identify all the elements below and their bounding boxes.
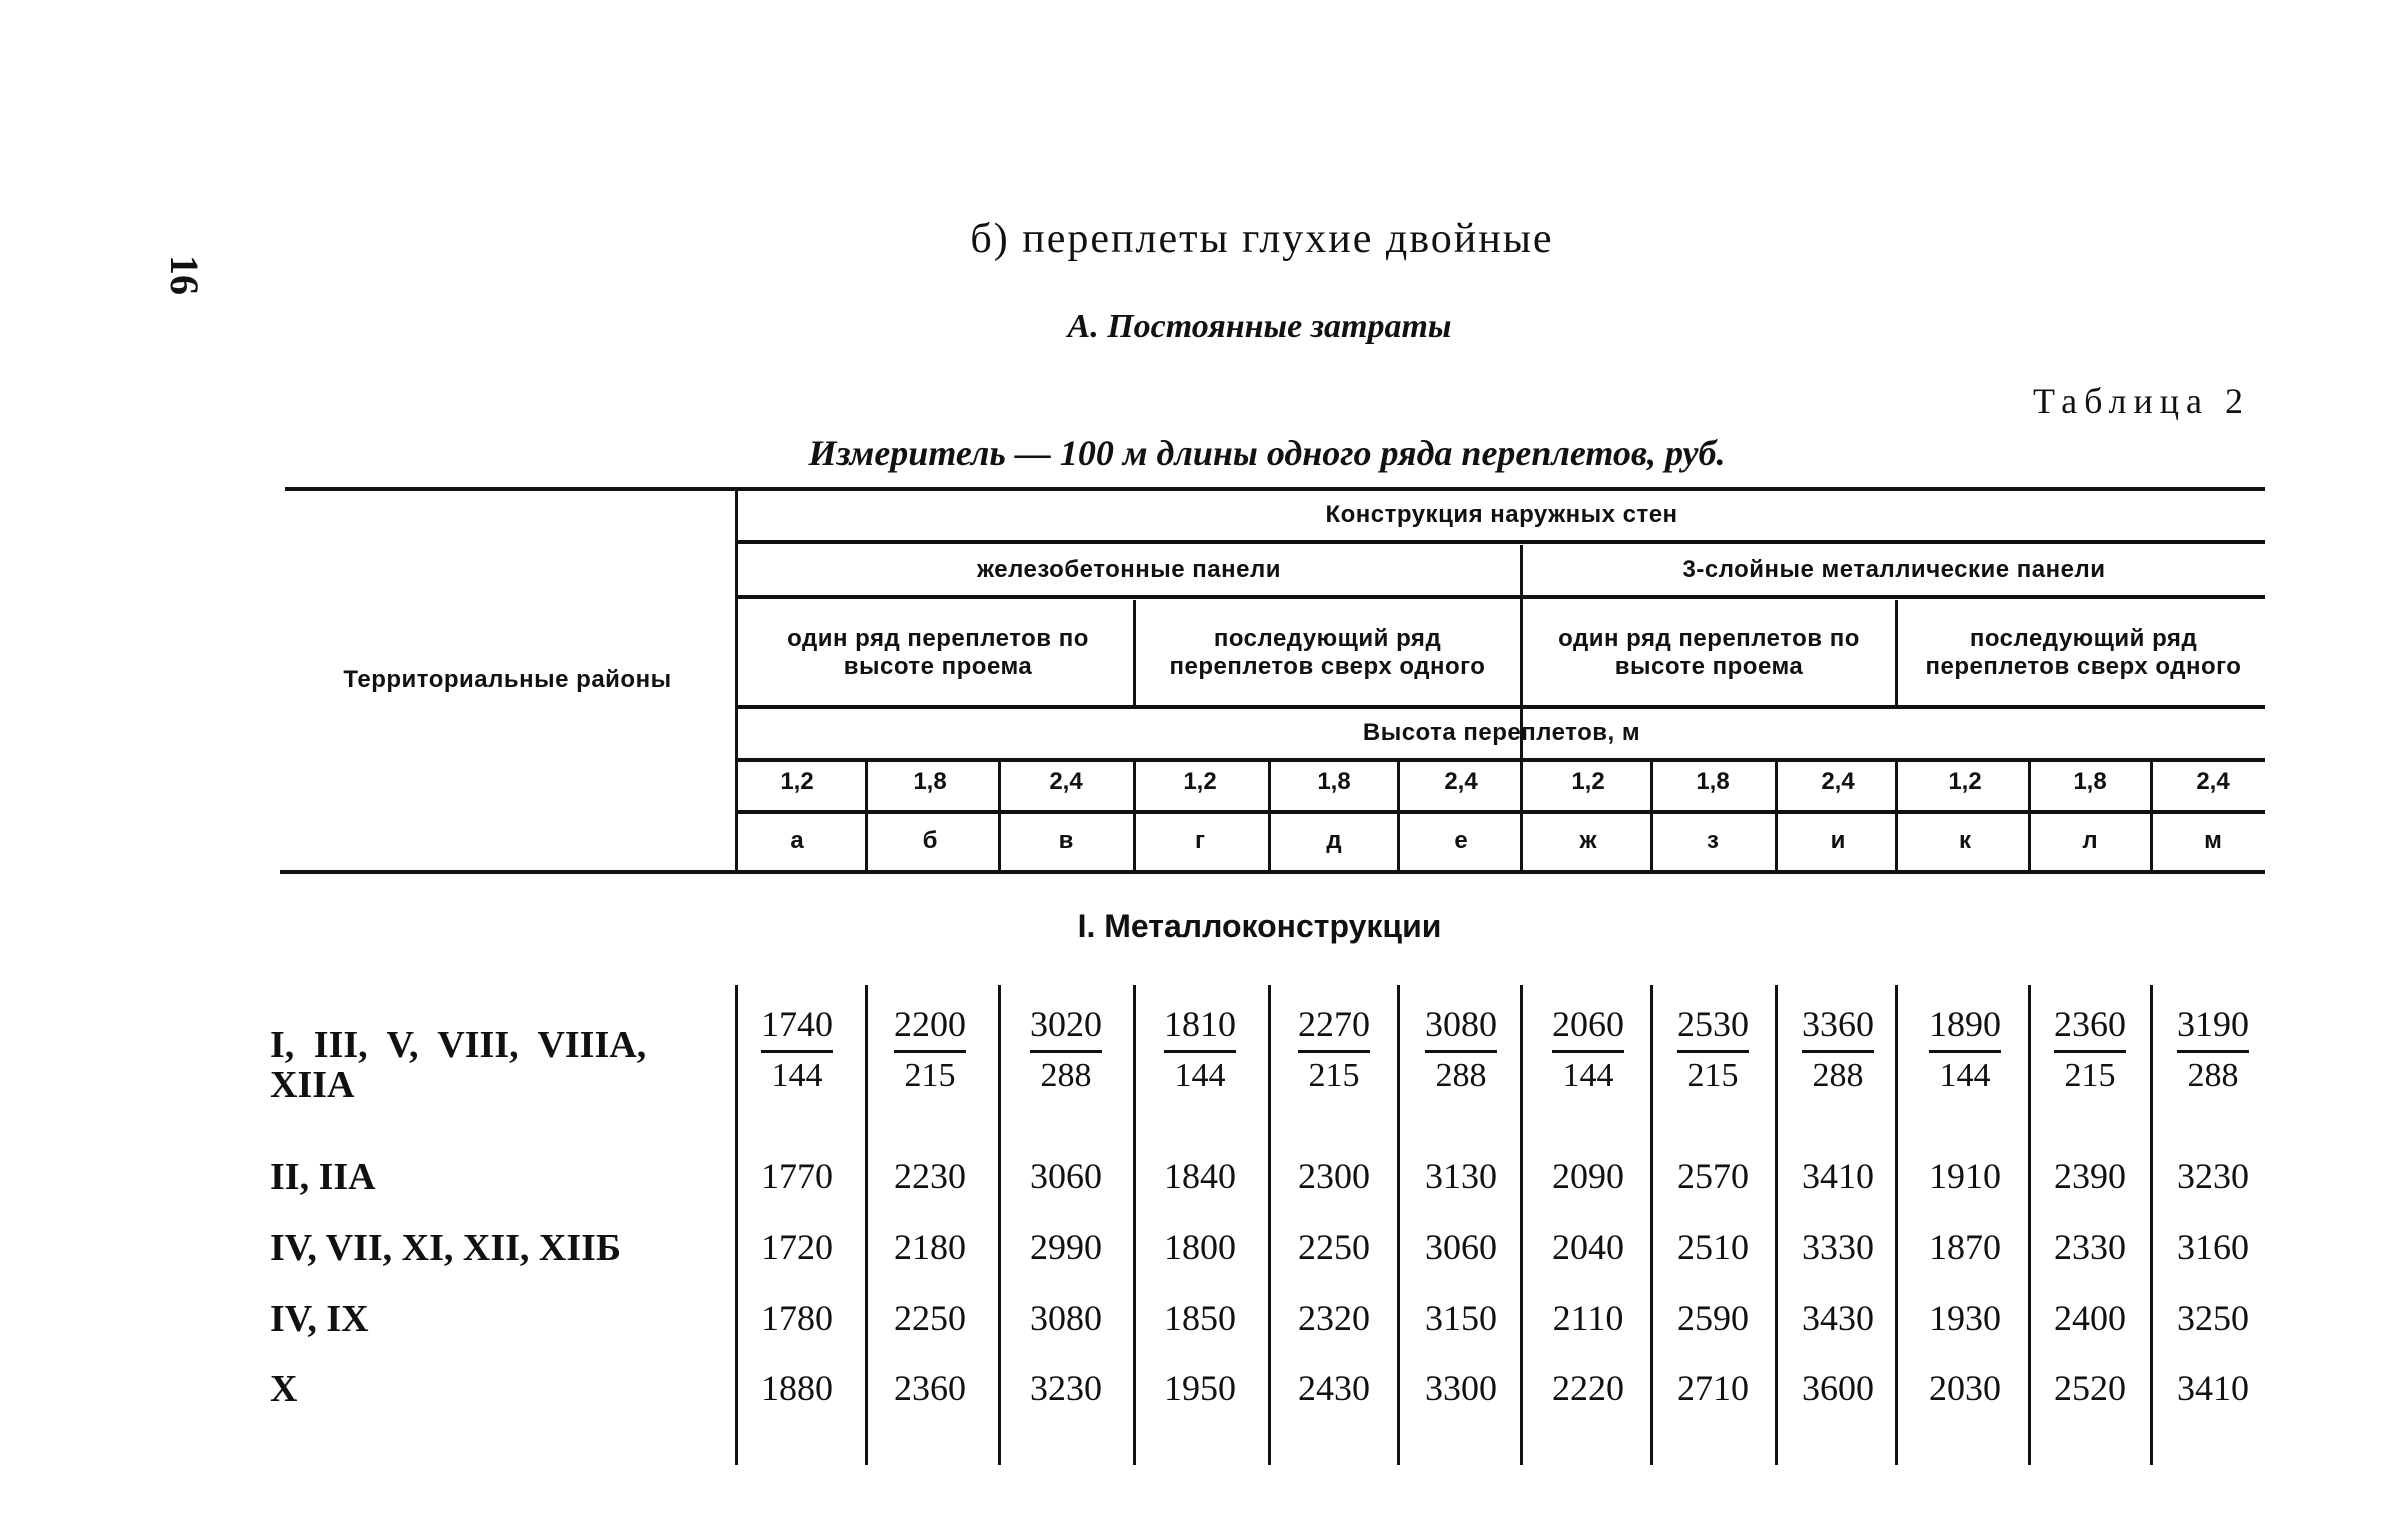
header-bottom-rule <box>280 870 2265 874</box>
cell-denominator: 215 <box>904 1057 956 1094</box>
fraction-bar <box>1164 1050 1236 1053</box>
cell-denominator: 215 <box>1687 1057 1739 1094</box>
cell-value: 3300 <box>1425 1368 1497 1408</box>
column-letter: а <box>790 827 804 854</box>
cell-value: 1910 <box>1929 1156 2001 1196</box>
cell-value: 3360 <box>1802 1004 1874 1044</box>
fraction-bar <box>1298 1050 1370 1053</box>
cell-value: 2220 <box>1552 1368 1624 1408</box>
cell-value: 2330 <box>2054 1227 2126 1267</box>
cell-value: 2520 <box>2054 1368 2126 1408</box>
body-column-divider <box>998 985 1001 1465</box>
cell-value: 3080 <box>1030 1298 1102 1338</box>
cell-value: 2430 <box>1298 1368 1370 1408</box>
group-title: I. Металлоконструкции <box>1077 908 1442 944</box>
cell-denominator: 288 <box>2187 1057 2239 1094</box>
cell-value: 1810 <box>1164 1004 1236 1044</box>
fraction-bar <box>1929 1050 2001 1053</box>
subsection-title: А. Постоянные затраты <box>1067 308 1452 345</box>
cell-denominator: 144 <box>1174 1057 1226 1094</box>
cell-value: 3410 <box>1802 1156 1874 1196</box>
cell-value: 1850 <box>1164 1298 1236 1338</box>
height-label: Высота переплетов, м <box>1362 719 1641 746</box>
column-letter: з <box>1707 827 1719 854</box>
cell-value: 2040 <box>1552 1227 1624 1267</box>
body-column-divider <box>1895 985 1898 1465</box>
cell-value: 1840 <box>1164 1156 1236 1196</box>
cell-value: 3230 <box>2177 1156 2249 1196</box>
cell-value: 2270 <box>1298 1004 1370 1044</box>
fraction-bar <box>894 1050 966 1053</box>
row-label: X <box>270 1368 298 1410</box>
cell-value: 1770 <box>761 1156 833 1196</box>
cell-value: 2990 <box>1030 1227 1102 1267</box>
body-column-divider <box>735 985 738 1465</box>
height-cell: 1,2 <box>1948 768 1982 795</box>
cell-value: 1870 <box>1929 1227 2001 1267</box>
body-column-divider <box>865 985 868 1465</box>
cell-value: 2590 <box>1677 1298 1749 1338</box>
row-label: IV, VII, XI, XII, XIIБ <box>270 1227 622 1269</box>
row-label: I, III, V, VIII, VIIIA, XIIA <box>270 1024 647 1106</box>
cell-value: 2320 <box>1298 1298 1370 1338</box>
cell-value: 2180 <box>894 1227 966 1267</box>
cell-value: 3020 <box>1030 1004 1102 1044</box>
row-label: II, IIA <box>270 1156 376 1198</box>
column-divider <box>1520 762 1523 870</box>
cell-value: 2360 <box>2054 1004 2126 1044</box>
cell-denominator: 215 <box>1308 1057 1360 1094</box>
column-letter: и <box>1830 827 1846 854</box>
height-cell: 2,4 <box>2196 768 2230 795</box>
subgroup-header-3: один ряд переплетов по высоте проема <box>1558 624 1860 680</box>
cell-value: 1950 <box>1164 1368 1236 1408</box>
cell-value: 2530 <box>1677 1004 1749 1044</box>
subgroup-divider-1 <box>1133 600 1136 705</box>
cell-value: 3150 <box>1425 1298 1497 1338</box>
fraction-bar <box>1552 1050 1624 1053</box>
table-label: Таблица 2 <box>2033 381 2250 421</box>
fraction-bar <box>2054 1050 2126 1053</box>
cell-value: 2030 <box>1929 1368 2001 1408</box>
cell-value: 1880 <box>761 1368 833 1408</box>
section-title: б) переплеты глухие двойные <box>970 216 1554 262</box>
height-cell: 1,2 <box>1183 768 1217 795</box>
construction-header: Конструкция наружных стен <box>1325 501 1678 528</box>
cell-value: 2300 <box>1298 1156 1370 1196</box>
cell-denominator: 144 <box>1939 1057 1991 1094</box>
panel-group-header-1: железобетонные панели <box>977 555 1281 583</box>
fraction-bar <box>2177 1050 2249 1053</box>
column-divider <box>2028 762 2031 870</box>
measure-note: Измеритель — 100 м длины одного ряда переплетов, руб. <box>808 433 1726 473</box>
cell-value: 2400 <box>2054 1298 2126 1338</box>
cell-value: 2250 <box>1298 1227 1370 1267</box>
cell-value: 3230 <box>1030 1368 1102 1408</box>
column-divider <box>1650 762 1653 870</box>
heights-rule <box>738 810 2265 814</box>
cell-value: 2230 <box>894 1156 966 1196</box>
subgroup-header-1: один ряд переплетов по высоте проема <box>787 624 1089 680</box>
cell-value: 1890 <box>1929 1004 2001 1044</box>
fraction-bar <box>761 1050 833 1053</box>
height-cell: 2,4 <box>1821 768 1855 795</box>
column-divider <box>998 762 1001 870</box>
cell-value: 3410 <box>2177 1368 2249 1408</box>
height-cell: 1,8 <box>1317 768 1351 795</box>
row-label: IV, IX <box>270 1298 369 1340</box>
column-letter: б <box>922 827 938 854</box>
subgroup-header-2: последующий ряд переплетов сверх одного <box>1169 624 1486 680</box>
height-cell: 1,8 <box>913 768 947 795</box>
body-column-divider <box>2028 985 2031 1465</box>
subgroup-divider-3 <box>1895 600 1898 705</box>
row-header: Территориальные районы <box>343 666 672 693</box>
column-letter: в <box>1058 827 1074 854</box>
cell-value: 1930 <box>1929 1298 2001 1338</box>
column-letter: к <box>1958 827 1971 854</box>
cell-value: 1720 <box>761 1227 833 1267</box>
subgroup-header-4: последующий ряд переплетов сверх одного <box>1925 624 2242 680</box>
cell-value: 2390 <box>2054 1156 2126 1196</box>
cell-value: 2250 <box>894 1298 966 1338</box>
body-column-divider <box>2150 985 2153 1465</box>
height-cell: 1,2 <box>1571 768 1605 795</box>
cell-value: 2060 <box>1552 1004 1624 1044</box>
panel-group-header-2: 3-слойные металлические панели <box>1682 555 2106 583</box>
cell-value: 3190 <box>2177 1004 2249 1044</box>
column-letter: ж <box>1579 827 1597 854</box>
body-column-divider <box>1520 985 1523 1465</box>
cell-denominator: 288 <box>1812 1057 1864 1094</box>
height-label-rule <box>738 758 2265 762</box>
body-column-divider <box>1650 985 1653 1465</box>
cell-value: 3080 <box>1425 1004 1497 1044</box>
height-cell: 1,8 <box>1696 768 1730 795</box>
cell-denominator: 144 <box>771 1057 823 1094</box>
cell-value: 3060 <box>1425 1227 1497 1267</box>
cell-value: 2360 <box>894 1368 966 1408</box>
fraction-bar <box>1802 1050 1874 1053</box>
fraction-bar <box>1030 1050 1102 1053</box>
cell-denominator: 288 <box>1040 1057 1092 1094</box>
cell-value: 2570 <box>1677 1156 1749 1196</box>
cell-value: 2200 <box>894 1004 966 1044</box>
height-cell: 2,4 <box>1049 768 1083 795</box>
cell-denominator: 215 <box>2064 1057 2116 1094</box>
cell-value: 3130 <box>1425 1156 1497 1196</box>
body-column-divider <box>1397 985 1400 1465</box>
cell-value: 1780 <box>761 1298 833 1338</box>
cell-value: 2710 <box>1677 1368 1749 1408</box>
column-letter: д <box>1326 827 1342 854</box>
page-number: 16 <box>162 255 207 295</box>
column-divider <box>1775 762 1778 870</box>
column-divider <box>2150 762 2153 870</box>
column-letter: м <box>2204 827 2222 854</box>
fraction-bar <box>1677 1050 1749 1053</box>
fraction-bar <box>1425 1050 1497 1053</box>
column-divider <box>865 762 868 870</box>
cell-value: 3330 <box>1802 1227 1874 1267</box>
cell-denominator: 144 <box>1562 1057 1614 1094</box>
column-letter: е <box>1454 827 1468 854</box>
panel-group-rule <box>738 595 2265 599</box>
cell-value: 3160 <box>2177 1227 2249 1267</box>
column-divider <box>1895 762 1898 870</box>
cell-value: 3060 <box>1030 1156 1102 1196</box>
cell-value: 1740 <box>761 1004 833 1044</box>
cell-value: 1800 <box>1164 1227 1236 1267</box>
body-column-divider <box>1133 985 1136 1465</box>
height-cell: 1,8 <box>2073 768 2107 795</box>
body-column-divider <box>1268 985 1271 1465</box>
column-divider <box>1397 762 1400 870</box>
column-divider <box>1268 762 1271 870</box>
cell-value: 3430 <box>1802 1298 1874 1338</box>
height-cell: 2,4 <box>1444 768 1478 795</box>
column-letter: г <box>1195 827 1205 854</box>
cell-denominator: 288 <box>1435 1057 1487 1094</box>
cell-value: 3600 <box>1802 1368 1874 1408</box>
cell-value: 2110 <box>1552 1298 1624 1338</box>
height-cell: 1,2 <box>780 768 814 795</box>
body-column-divider <box>1775 985 1778 1465</box>
cell-value: 2090 <box>1552 1156 1624 1196</box>
column-divider <box>1133 762 1136 870</box>
column-letter: л <box>2082 827 2098 854</box>
cell-value: 3250 <box>2177 1298 2249 1338</box>
cell-value: 2510 <box>1677 1227 1749 1267</box>
